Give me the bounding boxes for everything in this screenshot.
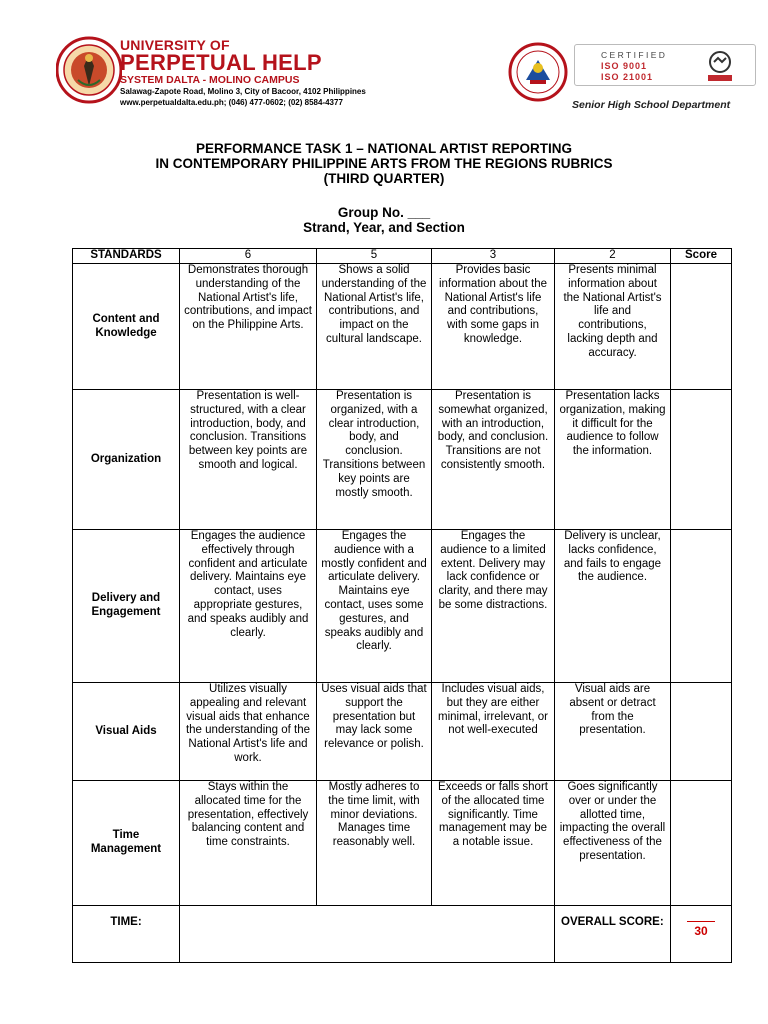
criteria-5: Engages the audience with a mostly confident and articulate delivery. Maintains eye contact, uses some gestures, and speaks audibly and clearly. (317, 530, 432, 683)
score-cell[interactable] (671, 390, 732, 530)
standard-label: Time Management (73, 781, 180, 906)
criteria-5: Shows a solid understanding of the National Artist's life, contributions, and impact on the cultural landscape. (317, 264, 432, 390)
certification-badge (574, 44, 756, 86)
criteria-2: Visual aids are absent or detract from the presentation. (555, 683, 671, 781)
title-line3: (THIRD QUARTER) (323, 171, 445, 186)
school-address: Salawag-Zapote Road, Molino 3, City of Bacoor, 4102 Philippines (120, 87, 366, 96)
criteria-6: Presentation is well-structured, with a clear introduction, body, and conclusion. Transitions between key points are smooth and logical. (180, 390, 317, 530)
criteria-5: Uses visual aids that support the presentation but may lack some relevance or polish. (317, 683, 432, 781)
bureau-veritas-logo (705, 49, 735, 83)
standard-label: Content and Knowledge (73, 264, 180, 390)
table-row (73, 781, 732, 906)
standard-label: Organization (73, 390, 180, 530)
header-score: Score (671, 249, 732, 264)
table-row (73, 530, 732, 683)
school-name-line2: PERPETUAL HELP (120, 50, 322, 75)
cert-iso-21001: ISO 21001 (601, 72, 654, 82)
department-name: Senior High School Department (572, 99, 731, 111)
header-5: 5 (317, 249, 432, 264)
total-score-value: 30 (694, 924, 708, 938)
standard-label: Visual Aids (73, 683, 180, 781)
university-name-block (120, 38, 460, 108)
table-row (73, 390, 732, 530)
criteria-2: Goes significantly over or under the allotted time, impacting the overall effectiveness of the presentation. (555, 781, 671, 906)
score-cell[interactable] (671, 781, 732, 906)
score-cell[interactable] (671, 530, 732, 683)
header-2: 2 (555, 249, 671, 264)
senior-high-seal-logo (508, 40, 568, 104)
school-contact: www.perpetualdalta.edu.ph; (046) 477-0602; (02) 8584-4377 (120, 98, 343, 107)
table-row (73, 264, 732, 390)
criteria-6: Stays within the allocated time for the presentation, effectively balancing content and time constraints. (180, 781, 317, 906)
score-cell[interactable] (671, 264, 732, 390)
group-info (0, 205, 768, 235)
criteria-2: Presentation lacks organization, making it difficult for the audience to follow the information. (555, 390, 671, 530)
strand-year-section: Strand, Year, and Section (303, 220, 465, 235)
header-6: 6 (180, 249, 317, 264)
table-row (73, 683, 732, 781)
criteria-3: Includes visual aids, but they are either minimal, irrelevant, or not well-executed (432, 683, 555, 781)
overall-score-label: OVERALL SCORE: (555, 906, 671, 963)
cert-iso-9001: ISO 9001 (601, 61, 648, 71)
time-entry-cell[interactable] (180, 906, 555, 963)
score-blank-line[interactable] (687, 916, 715, 922)
criteria-6: Engages the audience effectively through confident and articulate delivery. Maintains eye contact, uses appropriate gestures, and speaks audibly and clearly. (180, 530, 317, 683)
table-footer-row (73, 906, 732, 963)
letterhead (56, 36, 756, 116)
school-name-line1: UNIVERSITY OF (120, 37, 230, 53)
criteria-6: Demonstrates thorough understanding of the National Artist's life, contributions, and impact on the Philippine Arts. (180, 264, 317, 390)
criteria-3: Exceeds or falls short of the allocated time significantly. Time management may be a notable issue. (432, 781, 555, 906)
criteria-2: Delivery is unclear, lacks confidence, and fails to engage the audience. (555, 530, 671, 683)
cert-title: CERTIFIED (601, 50, 668, 60)
criteria-3: Engages the audience to a limited extent. Delivery may lack confidence or clarity, and there may be some distractions. (432, 530, 555, 683)
title-line1: PERFORMANCE TASK 1 – NATIONAL ARTIST REPORTING (195, 141, 573, 156)
rubric-table (72, 248, 732, 963)
header-standards: STANDARDS (73, 249, 180, 264)
total-score-cell (671, 906, 732, 963)
criteria-5: Presentation is organized, with a clear introduction, body, and conclusion. Transitions between key points are mostly smooth. (317, 390, 432, 530)
time-label: TIME: (73, 906, 180, 963)
criteria-3: Provides basic information about the National Artist's life and contributions, with some gaps in knowledge. (432, 264, 555, 390)
criteria-5: Mostly adheres to the time limit, with minor deviations. Manages time reasonably well. (317, 781, 432, 906)
header-3: 3 (432, 249, 555, 264)
university-seal-logo (56, 36, 122, 104)
criteria-3: Presentation is somewhat organized, with an introduction, body, and conclusion. Transitions are not consistently smooth. (432, 390, 555, 530)
criteria-2: Presents minimal information about the National Artist's life and contributions, lacking depth and accuracy. (555, 264, 671, 390)
group-number: Group No. ___ (337, 205, 431, 220)
table-header-row (73, 249, 732, 264)
score-cell[interactable] (671, 683, 732, 781)
standard-label: Delivery and Engagement (73, 530, 180, 683)
document-title (0, 141, 768, 186)
title-line2: IN CONTEMPORARY PHILIPPINE ARTS FROM THE REGIONS RUBRICS (155, 156, 613, 171)
campus-name: SYSTEM DALTA - MOLINO CAMPUS (120, 74, 300, 86)
criteria-6: Utilizes visually appealing and relevant visual aids that enhance the understanding of the National Artist's life and work. (180, 683, 317, 781)
